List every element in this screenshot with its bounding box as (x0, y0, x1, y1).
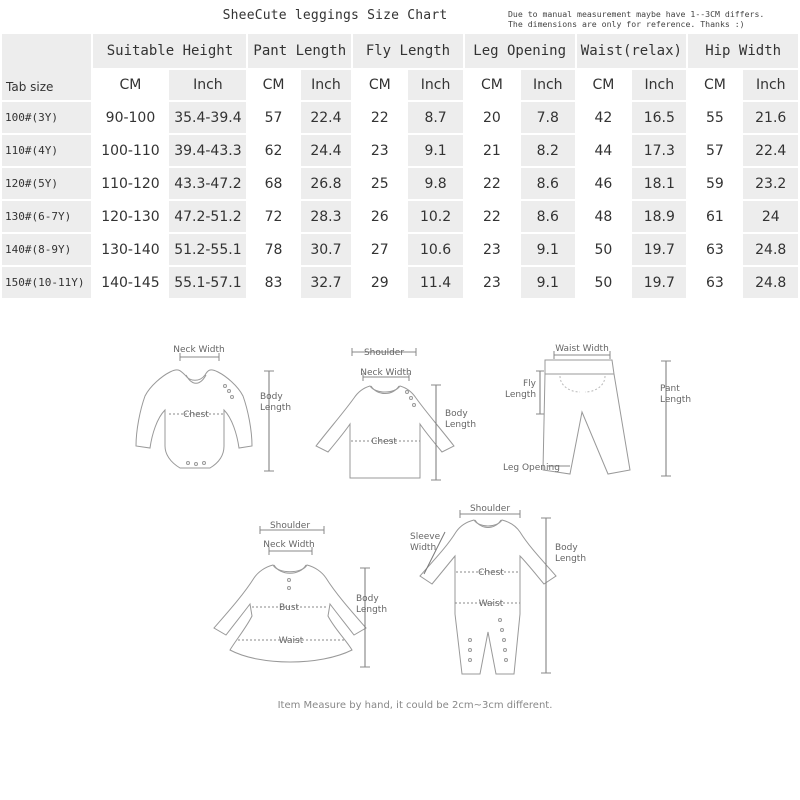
label-body: Body (555, 543, 578, 553)
unit-header: Inch (631, 69, 687, 101)
unit-header: CM (247, 69, 299, 101)
table-cell: 32.7 (300, 266, 353, 299)
table-cell: 10.2 (407, 200, 463, 233)
table-cell: 9.1 (520, 233, 575, 266)
table-cell: 57 (687, 134, 742, 167)
notice-line-2: The dimensions are only for reference. Thanks :) (508, 19, 745, 29)
label-waist: Waist (478, 599, 504, 609)
table-row (1, 167, 799, 200)
table-cell: 68 (247, 167, 299, 200)
table-cell: 22 (352, 101, 407, 134)
unit-header: CM (352, 69, 407, 101)
table-cell: 8.6 (520, 167, 575, 200)
table-cell: 62 (247, 134, 299, 167)
table-cell: 51.2-55.1 (168, 233, 247, 266)
table-cell: 9.1 (520, 266, 575, 299)
table-cell: 8.2 (520, 134, 575, 167)
table-cell: 63 (687, 233, 742, 266)
table-cell: 29 (352, 266, 407, 299)
unit-header: CM (576, 69, 632, 101)
table-cell: 7.8 (520, 101, 575, 134)
group-header: Hip Width (687, 33, 799, 69)
table-cell: 22 (464, 167, 520, 200)
table-cell: 20 (464, 101, 520, 134)
label-neck-width: Neck Width (360, 368, 412, 378)
table-cell: 59 (687, 167, 742, 200)
unit-header: Inch (300, 69, 353, 101)
unit-header: Inch (407, 69, 463, 101)
label-body: Body (356, 594, 379, 604)
group-header: Waist(relax) (576, 33, 688, 69)
table-cell: 16.5 (631, 101, 687, 134)
chart-title: SheeCute leggings Size Chart (222, 8, 448, 23)
table-cell: 19.7 (631, 233, 687, 266)
table-cell: 18.9 (631, 200, 687, 233)
unit-header-row (1, 69, 799, 101)
table-cell: 8.6 (520, 200, 575, 233)
table-cell: 19.7 (631, 266, 687, 299)
group-header: Pant Length (247, 33, 352, 69)
table-cell: 24.8 (742, 266, 799, 299)
label-waist: Waist (278, 636, 304, 646)
table-cell: 23.2 (742, 167, 799, 200)
unit-header: Inch (168, 69, 247, 101)
label-length: Length (555, 554, 587, 564)
table-cell: 8.7 (407, 101, 463, 134)
label-body: Body (260, 392, 283, 402)
table-cell: 78 (247, 233, 299, 266)
unit-header: Inch (520, 69, 575, 101)
table-cell: 43.3-47.2 (168, 167, 247, 200)
label-length: Length (445, 420, 477, 430)
table-cell: 83 (247, 266, 299, 299)
table-cell: 26 (352, 200, 407, 233)
table-cell: 42 (576, 101, 632, 134)
table-cell: 110-120 (92, 167, 168, 200)
footer-note: Item Measure by hand, it could be 2cm~3cm different. (277, 700, 553, 711)
table-cell: 24.4 (300, 134, 353, 167)
size-table (0, 32, 800, 300)
table-cell: 130-140 (92, 233, 168, 266)
table-cell: 140-145 (92, 266, 168, 299)
table-cell: 26.8 (300, 167, 353, 200)
table-cell: 17.3 (631, 134, 687, 167)
table-cell: 120-130 (92, 200, 168, 233)
label-shoulder: Shoulder (469, 504, 511, 514)
group-header: Leg Opening (464, 33, 576, 69)
size-label: 100#(3Y) (1, 101, 92, 134)
group-header: Suitable Height (92, 33, 247, 69)
size-label: 110#(4Y) (1, 134, 92, 167)
label-sleeve: Sleeve (410, 532, 441, 542)
tab-size-header: Tab size (1, 33, 92, 101)
table-cell: 55 (687, 101, 742, 134)
shirt-diagram (316, 348, 476, 480)
table-row (1, 101, 799, 134)
size-label: 150#(10-11Y) (1, 266, 92, 299)
table-cell: 22.4 (300, 101, 353, 134)
label-leg-opening: Leg Opening (503, 463, 560, 473)
label-length: Length (356, 605, 388, 615)
table-cell: 21 (464, 134, 520, 167)
table-row (1, 200, 799, 233)
table-cell: 23 (464, 266, 520, 299)
table-cell: 46 (576, 167, 632, 200)
size-label: 120#(5Y) (1, 167, 92, 200)
table-cell: 47.2-51.2 (168, 200, 247, 233)
table-cell: 44 (576, 134, 632, 167)
bodysuit-diagram (136, 345, 291, 471)
table-cell: 61 (687, 200, 742, 233)
notice-line-1: Due to manual measurement maybe have 1--3CM differs. (508, 9, 765, 19)
table-cell: 9.1 (407, 134, 463, 167)
table-cell: 24 (742, 200, 799, 233)
label-width: Width (410, 543, 437, 553)
table-cell: 22 (464, 200, 520, 233)
measurement-notice (508, 9, 798, 29)
label-length: Length (660, 395, 692, 405)
pants-diagram (503, 344, 691, 476)
table-cell: 72 (247, 200, 299, 233)
table-cell: 18.1 (631, 167, 687, 200)
table-cell: 24.8 (742, 233, 799, 266)
label-length: Length (505, 390, 537, 400)
dress-diagram (214, 521, 387, 667)
table-cell: 11.4 (407, 266, 463, 299)
size-label: 130#(6-7Y) (1, 200, 92, 233)
table-cell: 39.4-43.3 (168, 134, 247, 167)
label-neck-width: Neck Width (173, 345, 225, 355)
group-header-row (1, 33, 799, 69)
table-cell: 57 (247, 101, 299, 134)
table-cell: 50 (576, 233, 632, 266)
table-row (1, 134, 799, 167)
measurement-diagrams (0, 320, 800, 700)
table-cell: 23 (352, 134, 407, 167)
label-pant: Pant (660, 384, 680, 394)
label-neck-width: Neck Width (263, 540, 315, 550)
label-waist-width: Waist Width (555, 344, 609, 354)
label-chest: Chest (478, 568, 504, 578)
table-cell: 9.8 (407, 167, 463, 200)
table-row (1, 233, 799, 266)
table-cell: 50 (576, 266, 632, 299)
label-chest: Chest (183, 410, 209, 420)
table-cell: 48 (576, 200, 632, 233)
table-cell: 21.6 (742, 101, 799, 134)
table-cell: 63 (687, 266, 742, 299)
table-cell: 55.1-57.1 (168, 266, 247, 299)
table-cell: 27 (352, 233, 407, 266)
table-cell: 10.6 (407, 233, 463, 266)
label-bust: Bust (278, 603, 300, 613)
label-length: Length (260, 403, 292, 413)
table-cell: 22.4 (742, 134, 799, 167)
table-cell: 23 (464, 233, 520, 266)
unit-header: CM (92, 69, 168, 101)
label-chest: Chest (371, 437, 397, 447)
size-label: 140#(8-9Y) (1, 233, 92, 266)
table-cell: 35.4-39.4 (168, 101, 247, 134)
label-body: Body (445, 409, 468, 419)
romper-diagram (410, 504, 586, 674)
table-cell: 100-110 (92, 134, 168, 167)
unit-header: CM (687, 69, 742, 101)
label-shoulder: Shoulder (363, 348, 405, 358)
unit-header: CM (464, 69, 520, 101)
table-cell: 90-100 (92, 101, 168, 134)
table-cell: 28.3 (300, 200, 353, 233)
unit-header: Inch (742, 69, 799, 101)
table-cell: 30.7 (300, 233, 353, 266)
table-row (1, 266, 799, 299)
label-fly: Fly (523, 379, 537, 389)
label-shoulder: Shoulder (269, 521, 311, 531)
table-cell: 25 (352, 167, 407, 200)
group-header: Fly Length (352, 33, 464, 69)
